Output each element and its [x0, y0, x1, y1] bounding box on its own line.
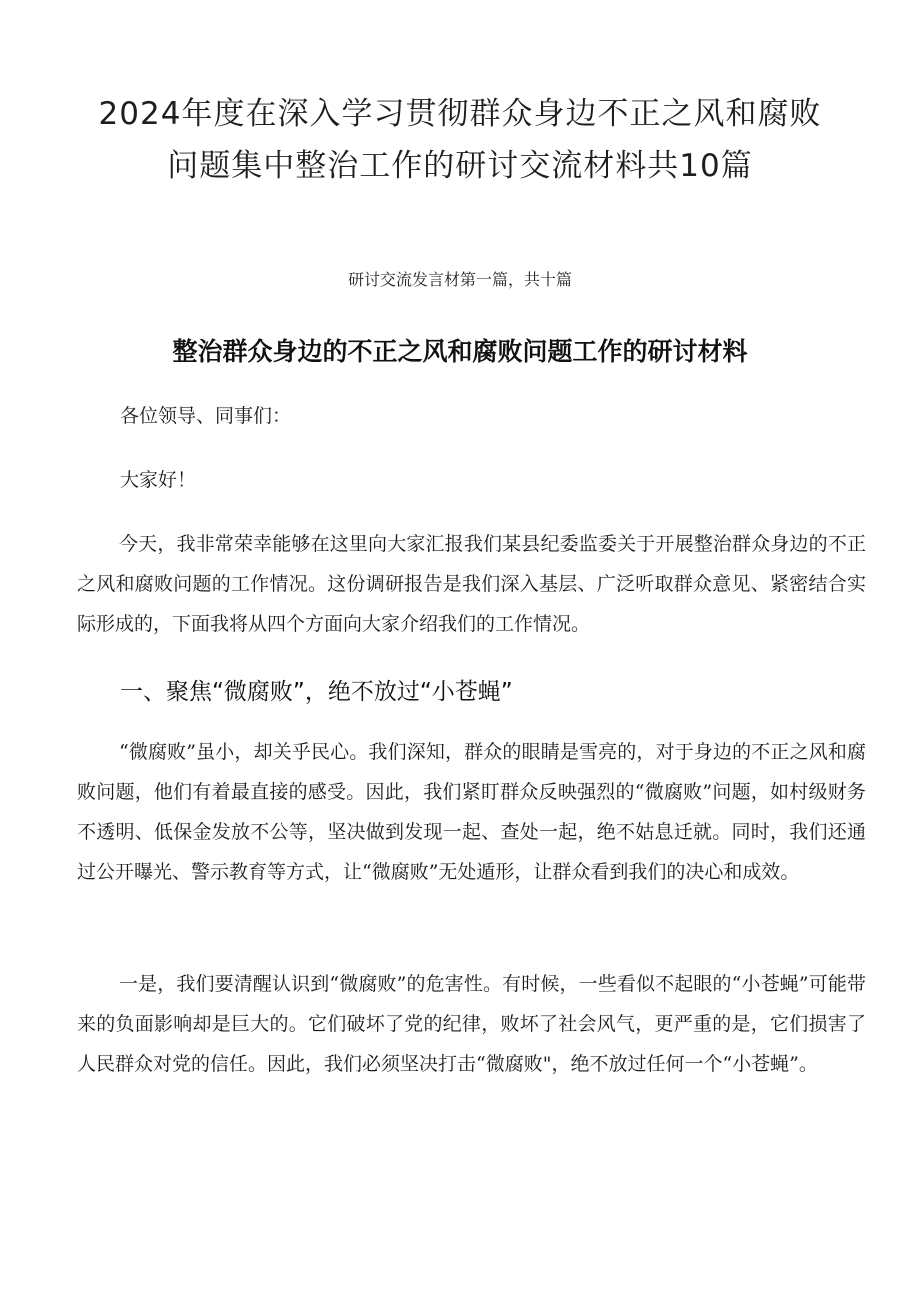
hello-line: 大家好！: [120, 469, 197, 491]
document-subtitle: 研讨交流发言材第一篇，共十篇: [347, 270, 572, 289]
document-title: [60, 88, 860, 192]
greeting-line: 各位领导、同事们：: [120, 405, 292, 427]
section-heading-1: 一、聚焦“微腐败”，绝不放过“小苍蝇”: [120, 679, 513, 705]
intro-paragraph: 今天，我非常荣幸能够在这里向大家汇报我们某县纪委监委关于开展整治群众身边的不正之风和腐败问题的工作情况。这份调研报告是我们深入基层、广泛听取群众意见、紧密结合实际形成的，下面我将从四个方面向大家介绍我们的工作情况。: [77, 533, 866, 635]
article-title: 整治群众身边的不正之风和腐败问题工作的研讨材料: [172, 337, 748, 366]
section-1-paragraph-1: “微腐败”虽小，却关乎民心。我们深知，群众的眼睛是雪亮的，对于身边的不正之风和腐败问题，他们有着最直接的感受。因此，我们紧盯群众反映强烈的“微腐败”问题，如村级财务不透明、低保金发放不公等，坚决做到发现一起、查处一起，绝不姑息迁就。同时，我们还通过公开曝光、警示教育等方式，让“微腐败”无处遁形，让群众看到我们的决心和成效。: [77, 741, 866, 883]
section-1-paragraph-2: 一是，我们要清醒认识到“微腐败”的危害性。有时候，一些看似不起眼的“小苍蝇”可能带来的负面影响却是巨大的。它们破坏了党的纪律，败坏了社会风气，更严重的是，它们损害了人民群众对党的信任。因此，我们必须坚决打击“微腐败"，绝不放过任何一个“小苍蝇”。: [77, 973, 866, 1075]
document-title-line-1: 2024年度在深入学习贯彻群众身边不正之风和腐败: [98, 96, 822, 132]
document-title-line-2: 问题集中整治工作的研讨交流材料共10篇: [167, 148, 753, 184]
